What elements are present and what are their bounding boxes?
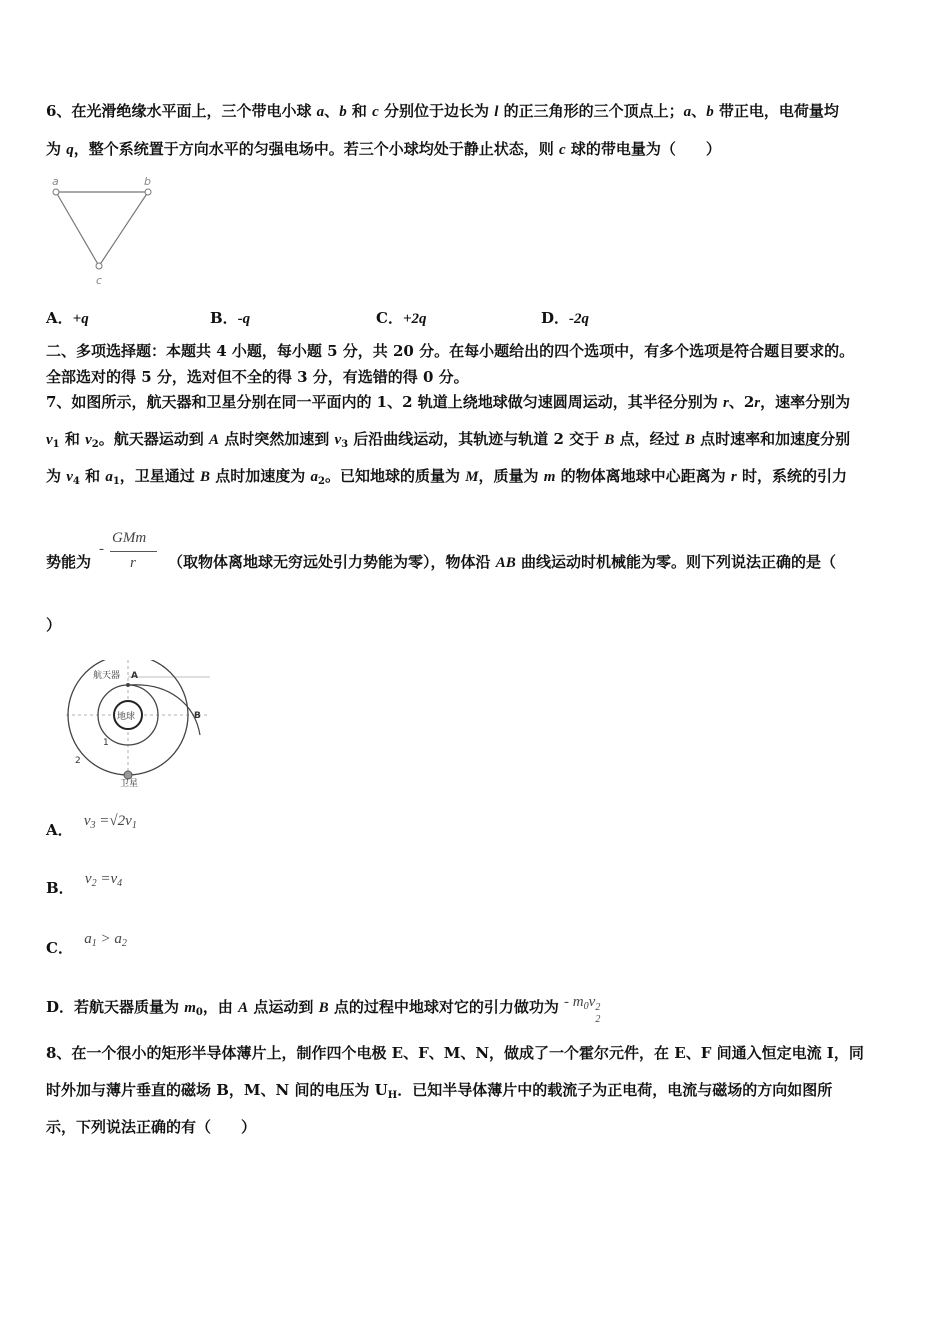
satellite-label: 卫星 xyxy=(120,779,139,789)
q6-option-a[interactable]: A．+q xyxy=(46,309,89,327)
point-b-label: B xyxy=(194,711,201,721)
q6-option-c[interactable]: C．+2q xyxy=(376,309,427,327)
q7-line-2: $v_1$ 和 $v_2$。航天器运动到 A 点时突然加速到 $v_3$ 后沿曲线运动，其轨迹与轨道 2 交于 B 点，经过 B 点时速率和加速度分别 xyxy=(46,430,851,450)
q8-line-1: 8、在一个很小的矩形半导体薄片上，制作四个电极 E、F、M、N，做成了一个霍尔元件，在 E、F 间通入恒定电流 I，同 xyxy=(46,1044,864,1062)
q7-option-a[interactable]: A． $v_3 =√2v_1$ xyxy=(46,813,137,839)
q7-line-4-pre: 势能为 xyxy=(46,553,92,571)
q6-option-b[interactable]: B．-q xyxy=(210,309,251,327)
q7-line-3: 为 $v_4$ 和 $a_1$，卫星通过 B 点时加速度为 $a_2$。已知地球的质量为 M，质量为 m 的物体离地球中心距离为 r 时，系统的引力 xyxy=(46,467,847,487)
q8-line-2: 时外加与薄片垂直的磁场 B，M、N 间的电压为 $U_H$．已知半导体薄片中的载流子为正电荷，电流与磁场的方向如图所 xyxy=(46,1081,833,1101)
q7-option-d[interactable]: D．若航天器质量为 $m_0$，由 A 点运动到 B 点的过程中地球对它的引力做功为 - $m_0v$ 2 2 xyxy=(46,994,601,1025)
q7-line-1: 7、如图所示，航天器和卫星分别在同一平面内的 1、2 轨道上绕地球做匀速圆周运动，其半径分别为 r、2r，速率分别为 xyxy=(46,393,851,411)
potential-minus-sign: - xyxy=(99,541,104,557)
q7-line-4-post: （取物体离地球无穷远处引力势能为零），物体沿 AB 曲线运动时机械能为零。则下列说法正确的是（ xyxy=(168,553,836,571)
section2-line-2: 全部选对的得 5 分，选对但不全的得 3 分，有选错的得 0 分。 xyxy=(46,368,469,386)
fraction-denominator: r xyxy=(130,555,136,571)
orbit-1-label: 1 xyxy=(103,738,109,748)
vertex-a-label: a xyxy=(52,175,59,188)
q6-line-2: 为 q，整个系统置于方向水平的匀强电场中。若三个小球均处于静止状态，则 c 球的带电量为（ ） xyxy=(46,140,721,158)
q7-option-b[interactable]: B． $v_2 =v_4$ xyxy=(46,871,123,897)
orbit-2-label: 2 xyxy=(75,756,81,766)
section2-line-1: 二、多项选择题：本题共 4 小题，每小题 5 分，共 20 分。在每小题给出的四个选项中，有多个选项是符合题目要求的。 xyxy=(46,342,855,360)
q7-line-5: ） xyxy=(46,616,62,634)
earth-label: 地球 xyxy=(117,712,136,722)
q6-line-1: 6、在光滑绝缘水平面上，三个带电小球 a、b 和 c 分别位于边长为 l 的正三角形的三个顶点上；a、b 带正电，电荷量均 xyxy=(46,102,839,120)
point-a-label: A xyxy=(131,671,138,681)
fraction-numerator: GMm xyxy=(112,530,147,546)
q8-line-3: 示，下列说法正确的有（ ） xyxy=(46,1118,257,1136)
fraction-bar xyxy=(110,551,157,552)
craft-label: 航天器 xyxy=(93,671,121,681)
orbit-figure xyxy=(60,660,220,790)
q6-option-d[interactable]: D．-2q xyxy=(541,309,590,327)
vertex-c-label: c xyxy=(96,274,103,287)
q7-option-c[interactable]: C． $a_1 > a_2$ xyxy=(46,931,127,957)
vertex-b-label: b xyxy=(144,175,151,188)
triangle-figure xyxy=(44,172,164,290)
